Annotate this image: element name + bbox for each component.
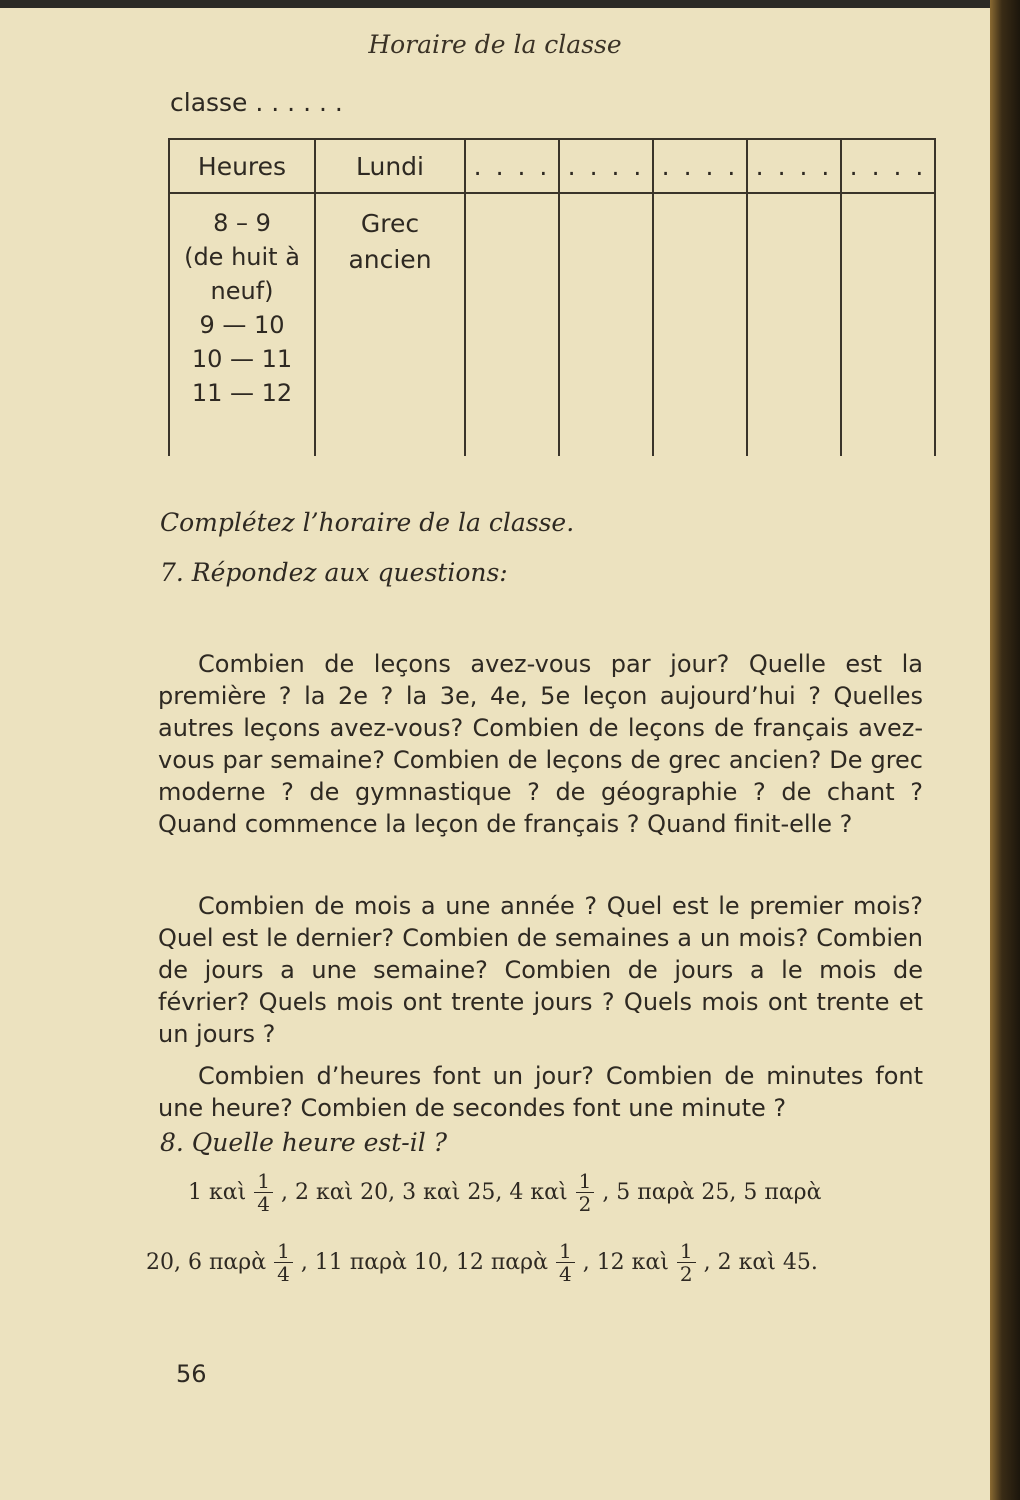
book-page: [0, 8, 990, 1500]
schedule-header-row: [169, 139, 935, 193]
hour-line: neuf): [210, 277, 274, 305]
times-text: 1 καὶ: [188, 1180, 247, 1205]
schedule-body-row: [169, 193, 935, 456]
exercise-7-title: 7. Répondez aux questions:: [160, 558, 508, 587]
book-binding: [990, 0, 1020, 1500]
times-text: , 2 καὶ 45.: [703, 1250, 818, 1275]
fraction-denominator: 2: [679, 1262, 693, 1286]
running-head: Horaire de la classe: [368, 30, 622, 59]
fraction: [556, 1240, 575, 1285]
header-day-blank: . . . .: [559, 139, 653, 193]
hour-line: (de huit à: [184, 243, 300, 271]
times-text: , 2 καὶ 20, 3 καὶ 25, 4 καὶ: [280, 1180, 568, 1205]
fraction: [576, 1170, 595, 1215]
header-day-blank: . . . .: [841, 139, 935, 193]
lundi-subject: Grec: [360, 209, 420, 238]
fraction-numerator: 1: [254, 1170, 273, 1193]
fraction-numerator: 1: [274, 1240, 293, 1263]
empty-day-cell: [747, 193, 841, 456]
times-text: 20, 6 παρὰ: [146, 1250, 267, 1275]
page-number: 56: [176, 1360, 207, 1388]
times-line: [188, 1170, 928, 1215]
fraction-denominator: 2: [578, 1192, 592, 1216]
lundi-cell: [315, 193, 465, 456]
times-text: , 12 καὶ: [582, 1250, 669, 1275]
classe-label: classe . . . . . .: [170, 88, 343, 117]
times-text: , 5 παρὰ 25, 5 παρὰ: [602, 1180, 822, 1205]
empty-day-cell: [465, 193, 559, 456]
header-lundi: Lundi: [315, 139, 465, 193]
times-text: , 11 παρὰ 10, 12 παρὰ: [300, 1250, 548, 1275]
header-heures: Heures: [169, 139, 315, 193]
header-day-blank: . . . .: [747, 139, 841, 193]
questions-paragraph: Combien de mois a une année ? Quel est le premier mois? Quel est le dernier? Combien de semaines a un mois? Combien de jours a une semaine? Combien de jours a le mois de février? Quels mois ont trente jours ? Quels mois ont trente et un jours ?: [158, 892, 923, 1048]
exercise-8-title: 8. Quelle heure est-il ?: [160, 1128, 448, 1157]
fraction-numerator: 1: [677, 1240, 696, 1263]
fraction-numerator: 1: [576, 1170, 595, 1193]
questions-paragraph: Combien d’heures font un jour? Combien de minutes font une heure? Combien de secondes font une minute ?: [158, 1062, 923, 1122]
fraction-denominator: 4: [558, 1262, 572, 1286]
lundi-subject: ancien: [348, 245, 432, 274]
hour-line: 8 – 9: [213, 209, 271, 237]
fraction: [274, 1240, 293, 1285]
empty-day-cell: [653, 193, 747, 456]
header-day-blank: . . . .: [653, 139, 747, 193]
fraction-denominator: 4: [277, 1262, 290, 1286]
fraction: [677, 1240, 696, 1285]
empty-day-cell: [841, 193, 935, 456]
hour-line: 11 — 12: [191, 379, 293, 407]
empty-day-cell: [559, 193, 653, 456]
schedule-table: [168, 138, 936, 456]
header-day-blank: . . . .: [465, 139, 559, 193]
hours-cell: [169, 193, 315, 456]
hour-line: 10 — 11: [191, 345, 293, 373]
times-line: [146, 1240, 886, 1285]
fraction-numerator: 1: [556, 1240, 575, 1263]
fraction-denominator: 4: [257, 1192, 270, 1216]
hour-line: 9 — 10: [199, 311, 285, 339]
complete-instruction: Complétez l’horaire de la classe.: [160, 508, 575, 537]
questions-paragraph: Combien de leçons avez-vous par jour? Quelle est la première ? la 2e ? la 3e, 4e, 5e leçon aujourd’hui ? Quelles autres leçons avez-vous? Combien de leçons de français avez-vous par semaine? Combien de leçons de grec ancien? De grec moderne ? de gymnastique ? de géographie ? de chant ? Quand commence la leçon de français ? Quand finit-elle ?: [158, 650, 923, 838]
fraction: [254, 1170, 273, 1215]
